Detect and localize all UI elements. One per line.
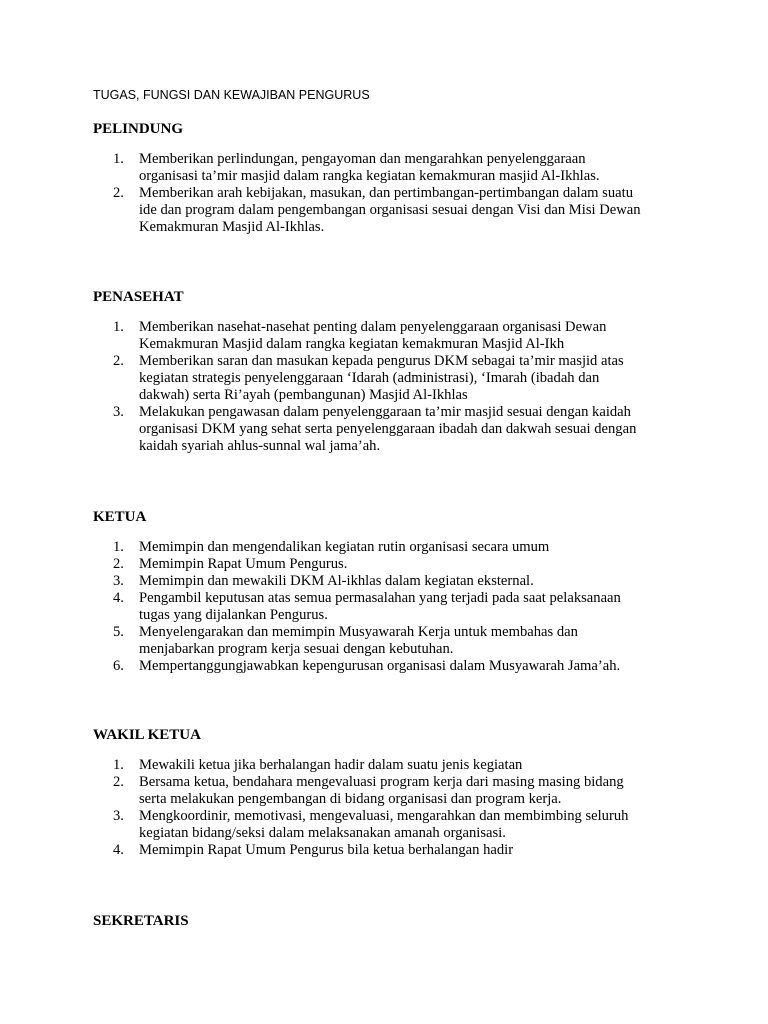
list-item-line: Memimpin Rapat Umum Pengurus. — [139, 556, 348, 572]
duty-list — [93, 757, 693, 859]
section-pelindung — [93, 121, 693, 236]
list-item-line: Kemakmuran Masjid Al-Ikhlas. — [139, 219, 325, 235]
section-heading: PELINDUNG — [93, 121, 184, 137]
list-item — [93, 185, 693, 236]
list-number: 1. — [113, 539, 124, 555]
list-item — [93, 757, 693, 774]
list-item-line: Memberikan saran dan masukan kepada pengurus DKM sebagai ta’mir masjid atas — [139, 353, 624, 369]
list-item-line: Memimpin dan mengendalikan kegiatan rutin organisasi secara umum — [139, 539, 550, 555]
list-item-line: Memberikan arah kebijakan, masukan, dan pertimbangan-pertimbangan dalam suatu — [139, 185, 633, 201]
list-item — [93, 556, 693, 573]
section-heading: KETUA — [93, 509, 147, 525]
list-item-line: Menyelengarakan dan memimpin Musyawarah Kerja untuk membahas dan — [139, 624, 578, 640]
list-item-line: Memberikan perlindungan, pengayoman dan mengarahkan penyelenggaraan — [139, 151, 586, 167]
list-number: 5. — [113, 624, 124, 640]
list-item-line: Mengkoordinir, memotivasi, mengevaluasi, mengarahkan dan membimbing seluruh — [139, 808, 629, 824]
list-item — [93, 590, 693, 624]
list-number: 1. — [113, 319, 124, 335]
list-item — [93, 808, 693, 842]
list-number: 1. — [113, 757, 124, 773]
list-item — [93, 404, 693, 455]
list-item-line: serta melakukan pengembangan di bidang organisasi dan program kerja. — [139, 791, 562, 807]
list-number: 3. — [113, 404, 124, 420]
list-item-line: Memberikan nasehat-nasehat penting dalam penyelenggaraan organisasi Dewan — [139, 319, 607, 335]
list-item-line: Memimpin dan mewakili DKM Al-ikhlas dalam kegiatan eksternal. — [139, 573, 534, 589]
list-item-line: ide dan program dalam pengembangan organisasi sesuai dengan Visi dan Misi Dewan — [139, 202, 641, 218]
list-number: 6. — [113, 658, 124, 674]
list-number: 2. — [113, 353, 124, 369]
list-number: 2. — [113, 185, 124, 201]
list-number: 4. — [113, 842, 124, 858]
list-item — [93, 658, 693, 675]
list-item-line: kegiatan strategis penyelenggaraan ‘Idarah (administrasi), ‘Imarah (ibadah dan — [139, 370, 600, 386]
duty-list — [93, 151, 693, 236]
list-item-line: kaidah syariah ahlus-sunnal wal jama’ah. — [139, 438, 381, 454]
section-penasehat — [93, 289, 693, 455]
section-heading: PENASEHAT — [93, 289, 184, 305]
list-item-line: dakwah) serta Ri’ayah (pembangunan) Masjid Al-Ikhlas — [139, 387, 468, 403]
section-heading: SEKRETARIS — [93, 913, 189, 929]
list-number: 2. — [113, 556, 124, 572]
list-number: 2. — [113, 774, 124, 790]
section-wakil-ketua — [93, 727, 693, 859]
list-item-line: Melakukan pengawasan dalam penyelenggaraan ta’mir masjid sesuai dengan kaidah — [139, 404, 631, 420]
list-number: 3. — [113, 573, 124, 589]
list-item-line: tugas yang dijalankan Pengurus. — [139, 607, 328, 623]
section-sekretaris — [93, 913, 693, 930]
list-item-line: menjabarkan program kerja sesuai dengan kebutuhan. — [139, 641, 454, 657]
list-item-line: organisasi ta’mir masjid dalam rangka kegiatan kemakmuran masjid Al-Ikhlas. — [139, 168, 600, 184]
list-item — [93, 774, 693, 808]
list-item-line: organisasi DKM yang sehat serta penyelenggaraan ibadah dan dakwah sesuai dengan — [139, 421, 637, 437]
list-item — [93, 353, 693, 404]
list-item-line: Memimpin Rapat Umum Pengurus bila ketua berhalangan hadir — [139, 842, 514, 858]
duty-list — [93, 539, 693, 675]
list-item — [93, 151, 693, 185]
list-number: 4. — [113, 590, 124, 606]
list-item — [93, 842, 693, 859]
list-item-line: Mewakili ketua jika berhalangan hadir dalam suatu jenis kegiatan — [139, 757, 523, 773]
section-ketua — [93, 509, 693, 675]
list-item-line: kegiatan bidang/seksi dalam melaksanakan amanah organisasi. — [139, 825, 506, 841]
list-item — [93, 319, 693, 353]
list-item-line: Mempertanggungjawabkan kepengurusan organisasi dalam Musyawarah Jama’ah. — [139, 658, 621, 674]
list-item-line: Bersama ketua, bendahara mengevaluasi program kerja dari masing masing bidang — [139, 774, 624, 790]
list-item — [93, 573, 693, 590]
duty-list — [93, 319, 693, 455]
section-heading: WAKIL KETUA — [93, 727, 201, 743]
document-title: TUGAS, FUNGSI DAN KEWAJIBAN PENGURUS — [93, 88, 370, 102]
list-number: 1. — [113, 151, 124, 167]
list-item — [93, 539, 693, 556]
list-number: 3. — [113, 808, 124, 824]
list-item — [93, 624, 693, 658]
list-item-line: Pengambil keputusan atas semua permasalahan yang terjadi pada saat pelaksanaan — [139, 590, 621, 606]
list-item-line: Kemakmuran Masjid dalam rangka kegiatan kemakmuran Masjid Al-Ikh — [139, 336, 565, 352]
